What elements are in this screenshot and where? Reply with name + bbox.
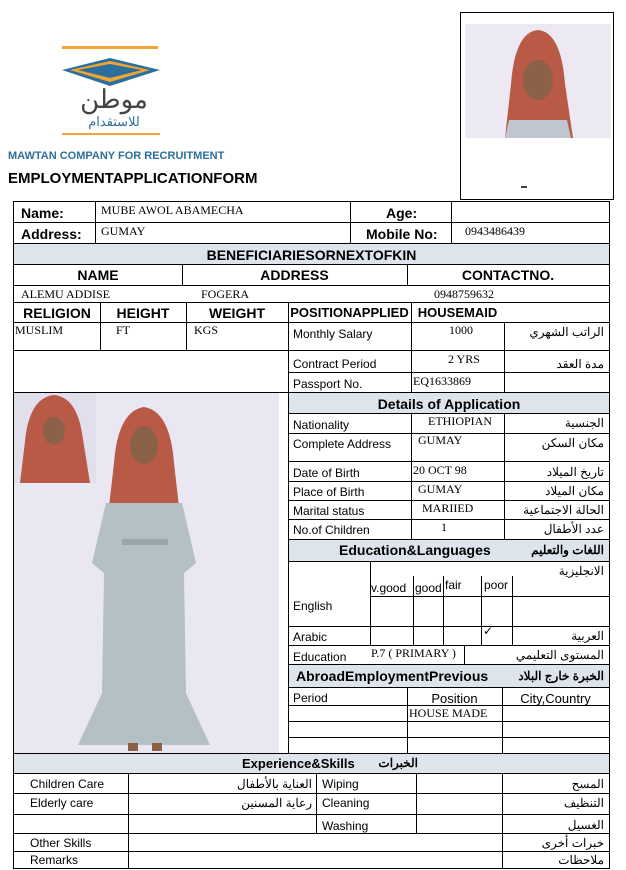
mobile-label: Mobile No:	[366, 226, 438, 242]
children-arabic: عدد الأطفال	[543, 522, 604, 536]
abroad-title: AbroadEmploymentPrevious	[296, 668, 489, 684]
address-value: GUMAY	[101, 224, 146, 238]
monthly-salary-value: 1000	[449, 323, 473, 337]
education-value: P.7 ( PRIMARY )	[371, 646, 456, 660]
place-of-birth-arabic: مكان الميلاد	[545, 484, 604, 498]
arabic-check-mark: ✓	[483, 624, 494, 638]
weight-header: WEIGHT	[209, 305, 265, 321]
experience-title: Experience&Skills	[242, 756, 355, 771]
children-care-label: Children Care	[30, 777, 105, 791]
marital-status-arabic: الحالة الاجتماعية	[523, 503, 604, 517]
passport-label: Passport No.	[293, 377, 363, 391]
company-name: MAWTAN COMPANY FOR RECRUITMENT	[8, 150, 225, 162]
ben-address-value: FOGERA	[201, 287, 250, 301]
height-value: FT	[116, 323, 131, 337]
abroad-position-value: HOUSE MADE	[409, 706, 488, 720]
monthly-salary-arabic: الراتب الشهري	[529, 325, 604, 339]
english-arabic: الانجليزية	[558, 564, 604, 578]
abroad-title-arabic: الخبرة خارج البلاد	[518, 669, 604, 683]
name-label: Name:	[21, 205, 64, 221]
monthly-salary-label: Monthly Salary	[293, 327, 373, 341]
ben-header-contact: CONTACTNO.	[461, 267, 555, 283]
complete-address-arabic: مكان السكن	[541, 436, 604, 450]
contract-period-arabic: مدة العقد	[556, 357, 604, 371]
position-applied-header: POSITIONAPPLIED	[290, 305, 409, 320]
form-title: EMPLOYMENTAPPLICATIONFORM	[8, 170, 258, 187]
arabic-arabic: العربية	[571, 629, 604, 643]
education-title: Education&Languages	[339, 542, 491, 558]
abroad-period-header: Period	[293, 691, 328, 705]
weight-value: KGS	[194, 323, 219, 337]
education-title-arabic: اللغات والتعليم	[531, 543, 604, 557]
address-label: Address:	[21, 226, 82, 242]
children-label: No.of Children	[293, 523, 370, 537]
cleaning-arabic: التنظيف	[563, 796, 604, 810]
level-fair: fair	[445, 578, 462, 592]
elderly-care-label: Elderly care	[30, 796, 94, 810]
name-value: MUBE AWOL ABAMECHA	[101, 203, 244, 217]
abroad-city-header: City,Country	[520, 691, 591, 706]
company-logo	[40, 40, 180, 140]
contract-period-value: 2 YRS	[448, 352, 480, 366]
abroad-position-header: Position	[431, 691, 478, 706]
applicant-full-photo	[14, 393, 279, 753]
washing-label: Washing	[322, 819, 369, 833]
details-title: Details of Application	[377, 396, 521, 412]
cleaning-label: Cleaning	[322, 796, 370, 810]
children-value: 1	[441, 520, 447, 534]
washing-arabic: الغسيل	[567, 818, 604, 832]
applicant-portrait-top	[465, 24, 611, 138]
education-label: Education	[293, 650, 347, 664]
remarks-arabic: ملاحظات	[558, 853, 604, 867]
ben-name-value: ALEMU ADDISE	[21, 287, 110, 301]
logo-arabic-sub: للاستقدام	[88, 114, 140, 129]
housemaid-header: HOUSEMAID	[417, 305, 498, 320]
dob-label: Date of Birth	[293, 466, 360, 480]
elderly-care-arabic: رعاية المسنين	[241, 796, 312, 810]
beneficiaries-title: BENEFICIARIESORNEXTOFKIN	[206, 247, 417, 263]
dob-arabic: تاريخ الميلاد	[546, 465, 604, 479]
ben-header-name: NAME	[77, 267, 119, 283]
complete-address-label: Complete Address	[293, 437, 392, 451]
experience-title-arabic: الخبرات	[378, 756, 418, 770]
nationality-label: Nationality	[293, 418, 350, 432]
other-skills-arabic: خبرات أخرى	[541, 836, 604, 850]
religion-value: MUSLIM	[15, 323, 64, 337]
place-of-birth-value: GUMAY	[418, 482, 463, 496]
mobile-value: 0943486439	[465, 224, 525, 238]
dob-value: 20 OCT 98	[413, 463, 467, 477]
marital-status-value: MARIIED	[422, 501, 474, 515]
children-care-arabic: العناية بالأطفال	[237, 777, 312, 791]
logo-arabic-name: موطن	[80, 84, 148, 114]
wiping-label: Wiping	[322, 777, 359, 791]
nationality-arabic: الجنسية	[564, 416, 604, 430]
height-header: HEIGHT	[116, 305, 170, 321]
religion-header: RELIGION	[23, 305, 91, 321]
wiping-arabic: المسح	[571, 777, 604, 791]
complete-address-value: GUMAY	[418, 433, 463, 447]
age-label: Age:	[386, 205, 418, 221]
arabic-label: Arabic	[293, 630, 328, 644]
level-vgood: v.good	[371, 581, 407, 595]
marital-status-label: Marital status	[293, 504, 365, 518]
education-level-arabic: المستوى التعليمي	[515, 648, 604, 662]
ben-header-address: ADDRESS	[260, 267, 329, 283]
small-mark	[521, 186, 527, 188]
level-good: good	[415, 581, 442, 595]
remarks-label: Remarks	[30, 853, 79, 867]
passport-value: EQ1633869	[413, 374, 471, 388]
english-label: English	[293, 599, 333, 613]
contract-period-label: Contract Period	[293, 357, 377, 371]
level-poor: poor	[484, 578, 509, 592]
ben-contact-value: 0948759632	[434, 287, 494, 301]
place-of-birth-label: Place of Birth	[293, 485, 365, 499]
nationality-value: ETHIOPIAN	[428, 414, 492, 428]
other-skills-label: Other Skills	[30, 836, 92, 850]
